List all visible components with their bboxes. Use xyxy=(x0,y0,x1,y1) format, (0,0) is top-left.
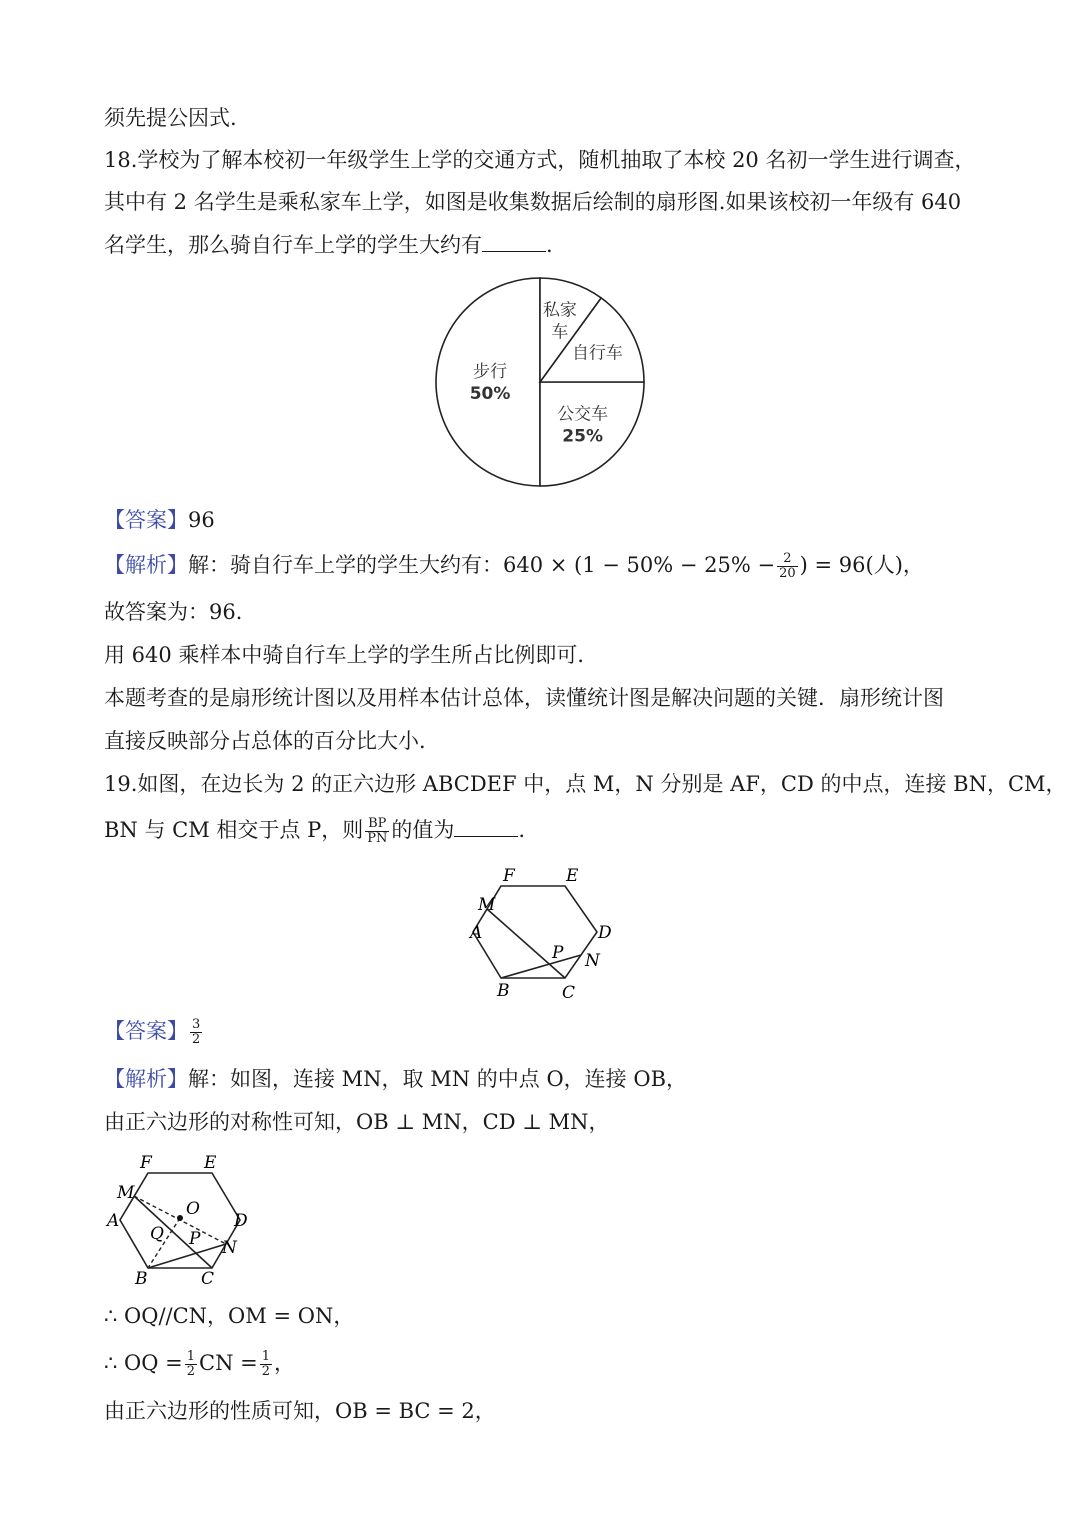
text-line: 由正六边形的性质可知，OB = BC = 2， xyxy=(104,1399,496,1423)
fraction-numerator: 3 xyxy=(192,1017,201,1032)
fraction xyxy=(365,817,389,846)
label-f: F xyxy=(140,1153,152,1173)
question-text: 名学生，那么骑自行车上学的学生大约有 xyxy=(104,233,482,257)
question-18-line-2: 其中有 2 名学生是乘私家车上学，如图是收集数据后绘制的扇形图.如果该校初一年级有 640 xyxy=(104,190,962,214)
answer-value: 96 xyxy=(188,508,215,532)
label-a: A xyxy=(107,1211,120,1231)
question-text: 的值为 xyxy=(391,818,455,842)
fraction xyxy=(190,1018,202,1047)
pie-label: 步行 50% xyxy=(469,361,511,404)
analysis-18 xyxy=(104,550,924,581)
label-p: P xyxy=(552,943,564,963)
punct: . xyxy=(546,233,553,257)
fraction-numerator: BP xyxy=(365,817,389,832)
label-c: C xyxy=(201,1269,215,1289)
label-p: P xyxy=(189,1229,201,1249)
fraction-numerator: 2 xyxy=(777,552,798,567)
pie-label: 私家车 xyxy=(542,300,577,343)
math-text: ， xyxy=(274,1351,296,1375)
answer-tag: 【答案】 xyxy=(104,508,188,532)
fraction xyxy=(260,1350,272,1379)
analysis-tag: 【解析】 xyxy=(104,1067,188,1091)
label-f: F xyxy=(503,866,515,886)
question-19-line-2 xyxy=(104,814,525,846)
question-18-line-3 xyxy=(104,229,553,260)
text-line xyxy=(104,1348,295,1379)
hexagon-figure-2 xyxy=(100,1150,260,1290)
label-d: D xyxy=(234,1211,248,1231)
label-n: N xyxy=(222,1238,237,1258)
fraction-numerator: 1 xyxy=(261,1349,271,1364)
label-q: Q xyxy=(150,1224,164,1244)
analysis-tag: 【解析】 xyxy=(104,553,188,577)
point-o xyxy=(177,1215,183,1221)
punct: . xyxy=(518,818,526,842)
label-a: A xyxy=(470,923,483,943)
label-m: M xyxy=(117,1183,135,1203)
text-line: 须先提公因式. xyxy=(104,106,237,130)
fraction xyxy=(185,1350,197,1379)
label-m: M xyxy=(478,895,496,915)
question-18-line-1: 18.学校为了解本校初一年级学生上学的交通方式，随机抽取了本校 20 名初一学生进行调查， xyxy=(104,148,976,172)
label-c: C xyxy=(562,983,576,1002)
pie-label: 自行车 xyxy=(571,343,623,364)
fraction-denominator: PN xyxy=(367,831,388,846)
label-n: N xyxy=(585,951,600,971)
label-e: E xyxy=(566,866,579,886)
label-d: D xyxy=(598,923,612,943)
answer-18 xyxy=(104,505,215,535)
label-o: O xyxy=(186,1199,200,1219)
fraction-denominator: 2 xyxy=(186,1364,196,1379)
fraction xyxy=(777,552,798,581)
segment-bn xyxy=(501,955,581,978)
fraction-denominator: 2 xyxy=(261,1364,271,1379)
label-e: E xyxy=(204,1153,217,1173)
question-text: BN 与 CM 相交于点 P，则 xyxy=(104,818,364,842)
math-text: CN = xyxy=(199,1351,258,1375)
pie-slice xyxy=(436,278,540,486)
answer-19 xyxy=(104,1016,204,1047)
analysis-text: 解：如图，连接 MN，取 MN 的中点 O，连接 OB， xyxy=(188,1067,687,1091)
analysis-text: ) = 96(人)， xyxy=(799,553,924,577)
text-line: 故答案为：96． xyxy=(104,600,257,624)
label-b: B xyxy=(135,1269,148,1289)
hexagon-figure-1 xyxy=(465,862,620,1002)
fraction-numerator: 1 xyxy=(186,1349,196,1364)
answer-blank xyxy=(482,229,546,252)
text-line: 用 640 乘样本中骑自行车上学的学生所占比例即可． xyxy=(104,643,599,667)
label-b: B xyxy=(497,981,510,1001)
answer-blank xyxy=(454,814,518,837)
text-line: ∴ OQ//CN，OM = ON， xyxy=(104,1304,355,1328)
pie-label: 公交车 25% xyxy=(557,404,609,447)
question-19-line-1: 19.如图，在边长为 2 的正六边形 ABCDEF 中，点 M，N 分别是 AF，CD 的中点，连接 BN，CM， xyxy=(104,772,1067,796)
analysis-text: 解：骑自行车上学的学生大约有：640 × (1 − 50% − 25% − xyxy=(188,553,776,577)
pie-chart xyxy=(430,272,650,492)
text-line: 本题考查的是扇形统计图以及用样本估计总体，读懂统计图是解决问题的关键．扇形统计图 xyxy=(104,686,944,710)
fraction-denominator: 2 xyxy=(192,1032,201,1047)
text-line: 由正六边形的对称性可知，OB ⊥ MN，CD ⊥ MN， xyxy=(104,1110,610,1134)
math-text: ∴ OQ = xyxy=(104,1351,183,1375)
answer-tag: 【答案】 xyxy=(104,1019,188,1043)
fraction-denominator: 20 xyxy=(779,566,796,581)
analysis-19 xyxy=(104,1064,687,1094)
text-line: 直接反映部分占总体的百分比大小． xyxy=(104,729,440,753)
